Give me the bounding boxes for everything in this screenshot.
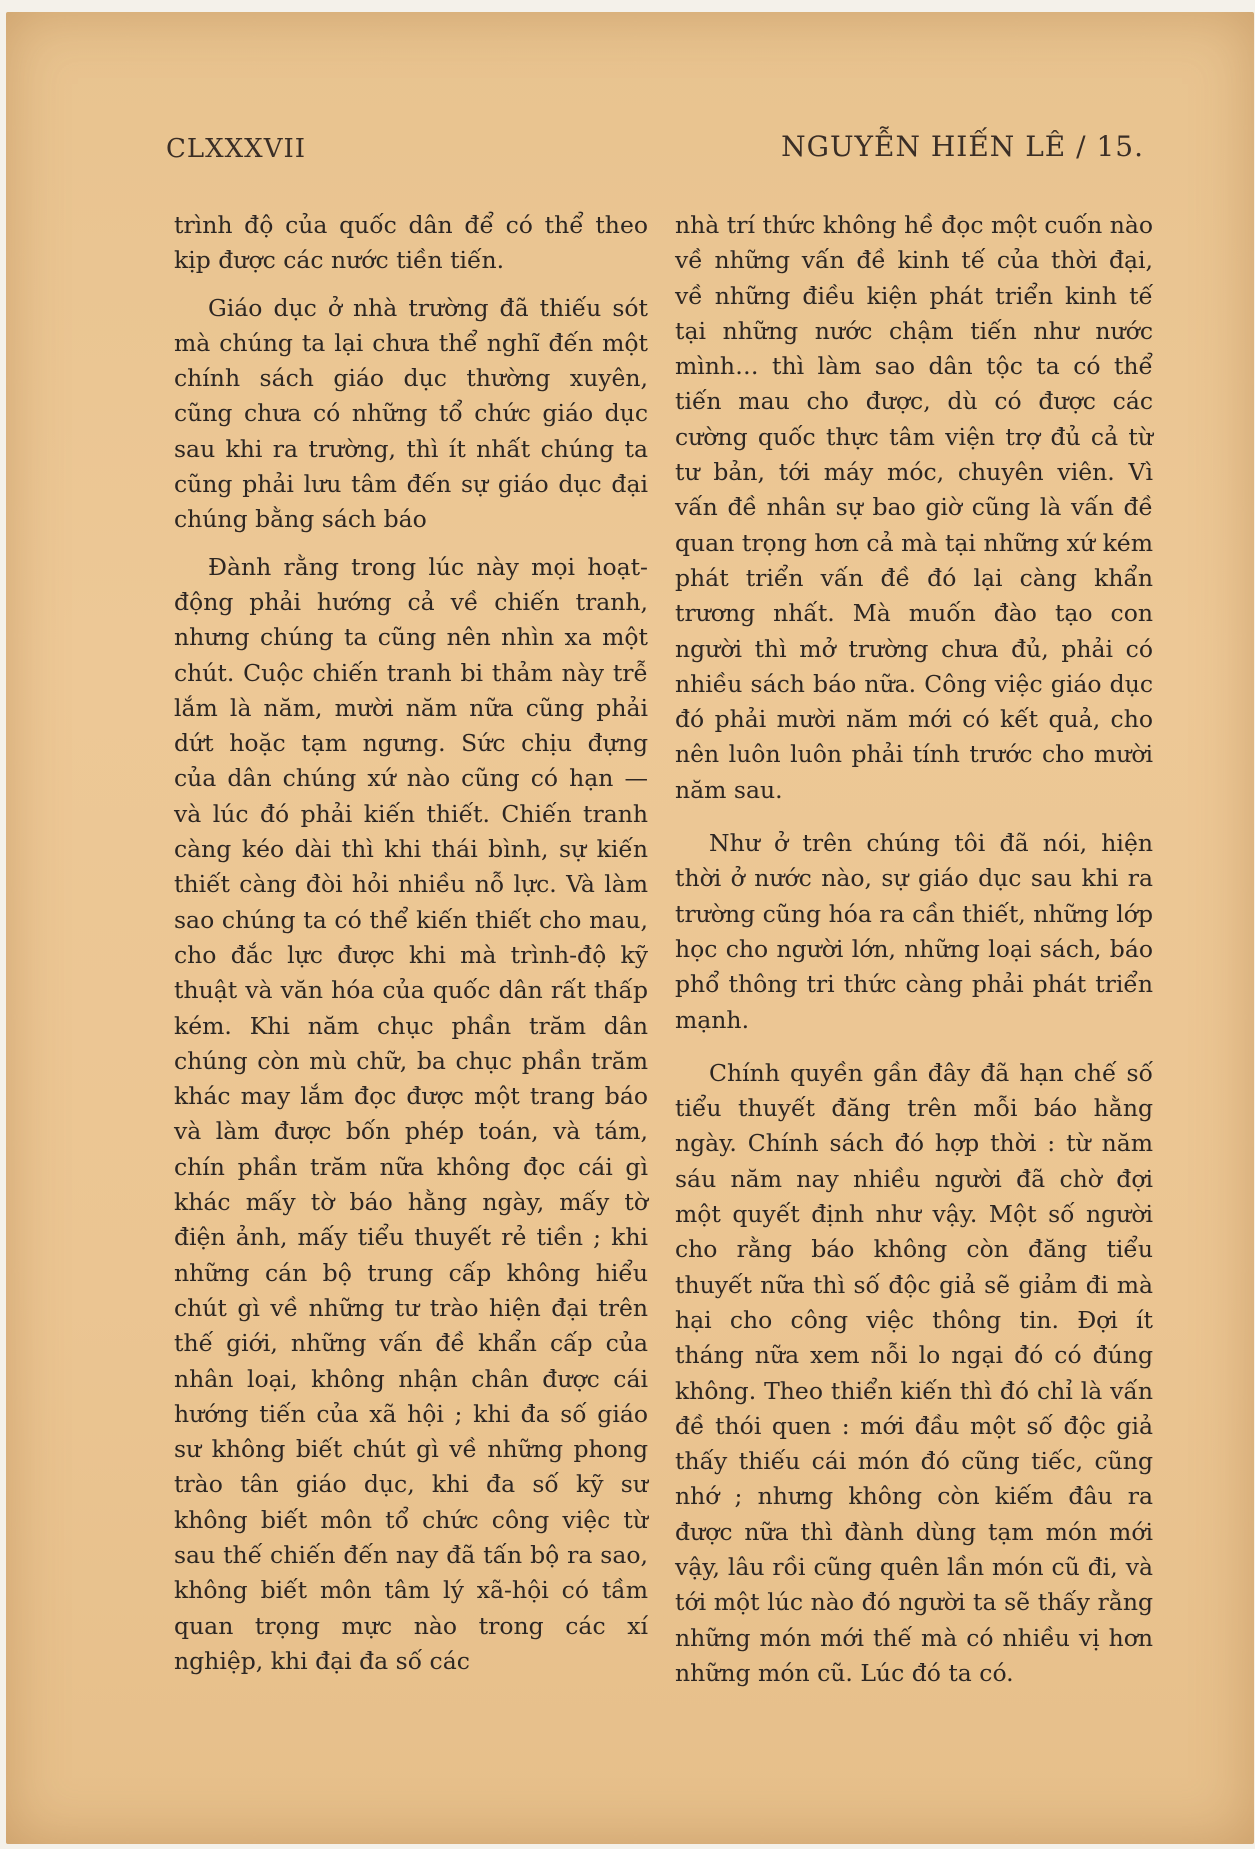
- page-number-roman: CLXXXVII: [166, 134, 307, 164]
- paragraph: nhà trí thức không hề đọc một cuốn nào về những vấn đề kinh tế của thời đại, về những điều kiện phát triển kinh tế tại những nước chậm tiến như nước mình… thì làm sao dân tộc ta có thể tiến mau cho được, dù có được các cường quốc thực tâm viện trợ đủ cả từ tư bản, tới máy móc, chuyên viên. Vì vấn đề nhân sự bao giờ cũng là vấn đề quan trọng hơn cả mà tại những xứ kém phát triển vấn đề đó lại càng khẩn trương nhất. Mà muốn đào tạo con người thì mở trường chưa đủ, phải có nhiều sách báo nữa. Công việc giáo dục đó phải mười năm mới có kết quả, cho nên luôn luôn phải tính trước cho mười năm sau.: [675, 211, 1153, 804]
- paragraph: Giáo dục ở nhà trường đã thiếu sót mà chúng ta lại chưa thể nghĩ đến một chính sách giáo dục thường xuyên, cũng chưa có những tổ chức giáo dục sau khi ra trường, thì ít nhất chúng ta cũng phải lưu tâm đến sự giáo dục đại chúng bằng sách báo: [174, 293, 648, 534]
- paragraph: Như ở trên chúng tôi đã nói, hiện thời ở nước nào, sự giáo dục sau khi ra trường cũng hóa ra cần thiết, những lớp học cho người lớn, những loại sách, báo phổ thông tri thức càng phải phát triển mạnh.: [675, 829, 1153, 1034]
- author-page-number: NGUYỄN HIẾN LÊ / 15.: [781, 130, 1144, 163]
- book-page: [6, 12, 1254, 1844]
- page-header: [166, 130, 1144, 170]
- right-column: [675, 208, 1153, 1691]
- paragraph: trình độ của quốc dân để có thể theo kịp được các nước tiền tiến.: [174, 211, 648, 275]
- paragraph: Chính quyền gần đây đã hạn chế số tiểu thuyết đăng trên mỗi báo hằng ngày. Chính sách đó hợp thời : từ năm sáu năm nay nhiều người đã chờ đợi một quyết định như vậy. Một số người cho rằng báo không còn đăng tiểu thuyết nữa thì số độc giả sẽ giảm đi mà hại cho công việc thông tin. Đợi ít tháng nữa xem nỗi lo ngại đó có đúng không. Theo thiển kiến thì đó chỉ là vấn đề thói quen : mới đầu một số độc giả thấy thiếu cái món đó cũng tiếc, cũng nhớ ; nhưng không còn kiếm đâu ra được nữa thì đành dùng tạm món mới vậy, lâu rồi cũng quên lần món cũ đi, và tới một lúc nào đó người ta sẽ thấy rằng những món mới thế mà có nhiều vị hơn những món cũ. Lúc đó ta có.: [675, 1058, 1153, 1687]
- paragraph: Đành rằng trong lúc này mọi hoạt-động phải hướng cả về chiến tranh, nhưng chúng ta cũng nên nhìn xa một chút. Cuộc chiến tranh bi thảm này trễ lắm là năm, mười năm nữa cũng phải dứt hoặc tạm ngưng. Sức chịu đựng của dân chúng xứ nào cũng có hạn — và lúc đó phải kiến thiết. Chiến tranh càng kéo dài thì khi thái bình, sự kiến thiết càng đòi hỏi nhiều nỗ lực. Và làm sao chúng ta có thể kiến thiết cho mau, cho đắc lực được khi mà trình-độ kỹ thuật và văn hóa của quốc dân rất thấp kém. Khi năm chục phần trăm dân chúng còn mù chữ, ba chục phần trăm khác may lắm đọc được một trang báo và làm được bốn phép toán, và tám, chín phần trăm nữa không đọc cái gì khác mấy tờ báo hằng ngày, mấy tờ điện ảnh, mấy tiểu thuyết rẻ tiền ; khi những cán bộ trung cấp không hiểu chút gì về những tư trào hiện đại trên thế giới, những vấn đề khẩn cấp của nhân loại, không nhận chân được cái hướng tiến của xã hội ; khi đa số giáo sư không biết chút gì về những phong trào tân giáo dục, khi đa số kỹ sư không biết môn tổ chức công việc từ sau thế chiến đến nay đã tấn bộ ra sao, không biết môn tâm lý xã-hội có tầm quan trọng mực nào trong các xí nghiệp, khi đại đa số các: [174, 552, 648, 1675]
- left-column: [174, 208, 648, 1679]
